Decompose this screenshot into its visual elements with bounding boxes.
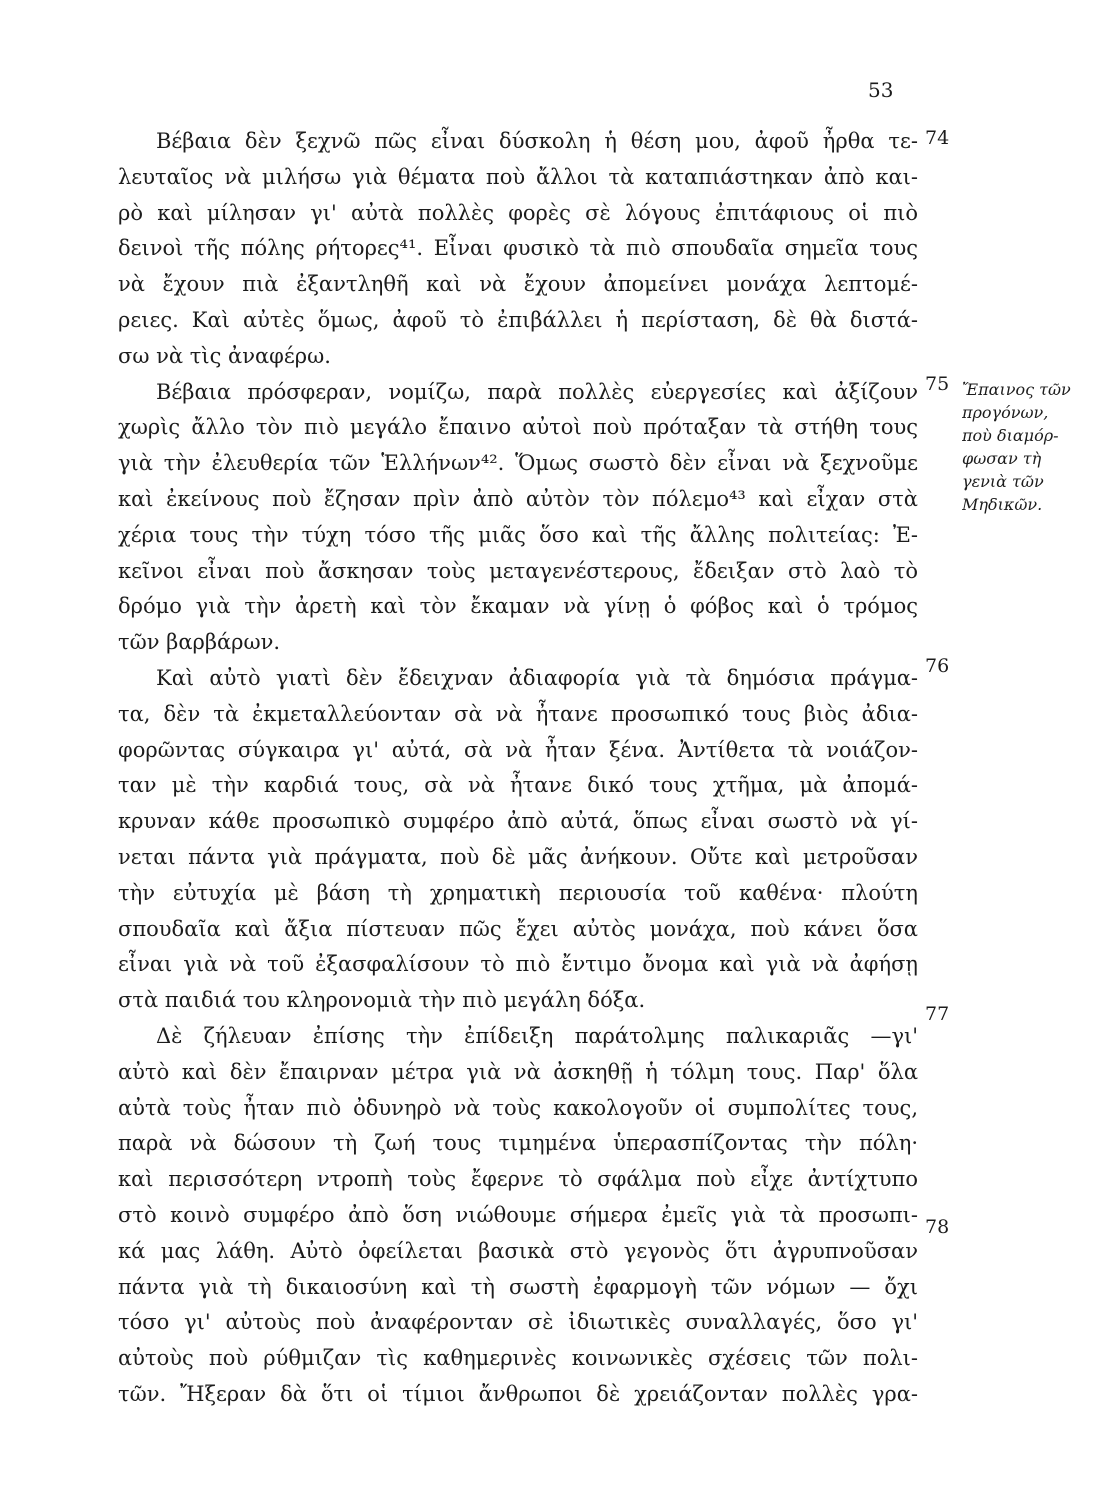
text-line: τὴν εὐτυχία μὲ βάση τὴ χρηματικὴ περιουσία τοῦ καθένα· πλούτη [118,880,918,905]
text-line: εἶναι γιὰ νὰ τοῦ ἐξασφαλίσουν τὸ πιὸ ἔντιμο ὄνομα καὶ γιὰ νὰ ἀφήσῃ [118,952,918,977]
text-line: τῶν βαρβάρων. [118,630,281,655]
text-line: νὰ ἔχουν πιὰ ἐξαντληθῆ καὶ νὰ ἔχουν ἀπομείνει μονάχα λεπτομέ- [118,272,918,297]
section-number: 78 [925,1216,950,1238]
margin-note-line: προγόνων, [962,403,1049,422]
margin-note-line: ποὺ διαμόρ- [962,426,1059,445]
margin-note-line: φωσαν τὴ [962,449,1042,468]
margin-note-line: γενιὰ τῶν [962,472,1044,491]
text-line: τῶν. Ἤξεραν δὰ ὅτι οἱ τίμιοι ἄνθρωποι δὲ χρειάζονταν πολλὲς γρα- [118,1381,918,1406]
text-line: σω νὰ τὶς ἀναφέρω. [118,343,331,368]
paragraph [118,124,918,375]
text-line: αὐτὰ τοὺς ἦταν πιὸ ὀδυνηρὸ νὰ τοὺς κακολογοῦν οἱ συμπολίτες τους, [118,1095,918,1120]
section-number: 74 [925,127,950,149]
text-line: καὶ περισσότερη ντροπὴ τοὺς ἔφερνε τὸ σφάλμα ποὺ εἶχε ἀντίχτυπο [118,1167,918,1192]
text-line: τόσο γι' αὐτοὺς ποὺ ἀναφέρονταν σὲ ἰδιωτικὲς συναλλαγές, ὅσο γι' [118,1310,918,1335]
text-line: αὐτὸ καὶ δὲν ἔπαιρναν μέτρα γιὰ νὰ ἀσκηθῇ ἡ τόλμη τους. Παρ' ὅλα [118,1059,918,1084]
text-line: τα, δὲν τὰ ἐκμεταλλεύονταν σὰ νὰ ἦτανε προσωπικό τους βιὸς ἀδια- [118,701,918,726]
section-number: 76 [925,655,950,677]
text-line: ρειες. Καὶ αὐτὲς ὅμως, ἀφοῦ τὸ ἐπιβάλλει ἡ περίσταση, δὲ θὰ διστά- [118,307,918,332]
main-text [118,124,918,1413]
text-line: κρυναν κάθε προσωπικὸ συμφέρο ἀπὸ αὐτά, ὅπως εἶναι σωστὸ νὰ γί- [118,809,918,834]
text-line: δρόμο γιὰ τὴν ἀρετὴ καὶ τὸν ἔκαμαν νὰ γίνῃ ὁ φόβος καὶ ὁ τρόμος [118,594,918,619]
paragraph [118,375,918,661]
text-line: αὐτοὺς ποὺ ρύθμιζαν τὶς καθημερινὲς κοινωνικὲς σχέσεις τῶν πολι- [118,1346,918,1371]
text-line: ταν μὲ τὴν καρδιά τους, σὰ νὰ ἦτανε δικό τους χτῆμα, μὰ ἀπομά- [118,773,918,798]
text-line: κά μας λάθη. Αὐτὸ ὀφείλεται βασικὰ στὸ γεγονὸς ὅτι ἀγρυπνοῦσαν [118,1238,918,1263]
text-line: δεινοὶ τῆς πόλης ρήτορες⁴¹. Εἶναι φυσικὸ τὰ πιὸ σπουδαῖα σημεῖα τους [118,236,918,261]
text-line: πάντα γιὰ τὴ δικαιοσύνη καὶ τὴ σωστὴ ἐφαρμογὴ τῶν νόμων — ὄχι [118,1274,918,1299]
text-line: χωρὶς ἄλλο τὸν πιὸ μεγάλο ἔπαινο αὐτοὶ ποὺ πρόταξαν τὰ στήθη τους [118,415,918,440]
margin-note-line: Ἔπαινος τῶν [962,380,1071,399]
paragraph [118,1019,918,1413]
text-line: Βέβαια πρόσφεραν, νομίζω, παρὰ πολλὲς εὐεργεσίες καὶ ἀξίζουν [156,379,918,404]
text-line: στὸ κοινὸ συμφέρο ἀπὸ ὅση νιώθουμε σήμερα ἐμεῖς γιὰ τὰ προσωπι- [118,1202,918,1227]
text-line: Καὶ αὐτὸ γιατὶ δὲν ἔδειχναν ἀδιαφορία γιὰ τὰ δημόσια πράγμα- [156,665,918,690]
text-line: νεται πάντα γιὰ πράγματα, ποὺ δὲ μᾶς ἀνήκουν. Οὔτε καὶ μετροῦσαν [118,844,918,869]
text-line: φορῶντας σύγκαιρα γι' αὐτά, σὰ νὰ ἦταν ξένα. Ἀντίθετα τὰ νοιάζον- [118,737,918,762]
text-line: παρὰ νὰ δώσουν τὴ ζωή τους τιμημένα ὑπερασπίζοντας τὴν πόλη· [118,1131,918,1156]
text-line: κεῖνοι εἶναι ποὺ ἄσκησαν τοὺς μεταγενέστερους, ἔδειξαν στὸ λαὸ τὸ [118,558,918,583]
text-line: σπουδαῖα καὶ ἄξια πίστευαν πῶς ἔχει αὐτὸς μονάχα, ποὺ κάνει ὅσα [118,916,918,941]
section-number: 77 [925,1003,950,1025]
text-line: στὰ παιδιά του κληρονομιὰ τὴν πιὸ μεγάλη δόξα. [118,988,646,1013]
text-line: χέρια τους τὴν τύχη τόσο τῆς μιᾶς ὅσο καὶ τῆς ἄλλης πολιτείας: Ἐ- [118,522,918,547]
margin-note [962,378,1102,516]
text-line: ρὸ καὶ μίλησαν γι' αὐτὰ πολλὲς φορὲς σὲ λόγους ἐπιτάφιους οἱ πιὸ [118,200,918,225]
page-number: 53 [868,78,894,102]
paragraph [118,661,918,1019]
text-line: λευταῖος νὰ μιλήσω γιὰ θέματα ποὺ ἄλλοι τὰ καταπιάστηκαν ἀπὸ και- [118,164,918,189]
text-line: Δὲ ζήλευαν ἐπίσης τὴν ἐπίδειξη παράτολμης παλικαριᾶς —γι' [156,1023,918,1048]
margin-note-line: Μηδικῶν. [962,495,1043,514]
text-line: Βέβαια δὲν ξεχνῶ πῶς εἶναι δύσκολη ἡ θέση μου, ἀφοῦ ἦρθα τε- [156,129,918,153]
section-number: 75 [925,373,950,395]
text-line: γιὰ τὴν ἐλευθερία τῶν Ἑλλήνων⁴². Ὅμως σωστὸ δὲν εἶναι νὰ ξεχνοῦμε [118,451,918,476]
text-line: καὶ ἐκείνους ποὺ ἔζησαν πρὶν ἀπὸ αὐτὸν τὸν πόλεμο⁴³ καὶ εἶχαν στὰ [118,486,918,511]
